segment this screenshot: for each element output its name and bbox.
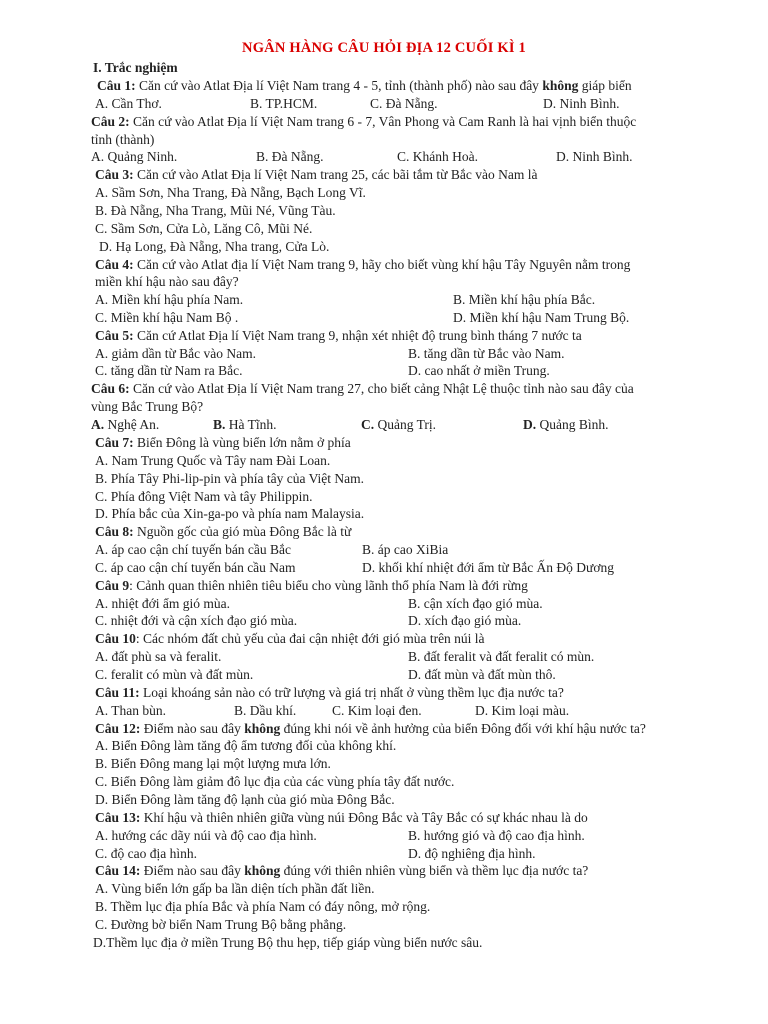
answer-option: D. Ninh Bình. <box>543 96 620 111</box>
question-text: đúng với thiên nhiên vùng biển và thềm lục địa nước ta? <box>280 863 589 878</box>
question-number: Câu 7: <box>95 435 134 450</box>
answer-option: C. Đà Nẵng. <box>370 96 438 111</box>
answer-option: D. Ninh Bình. <box>556 149 633 164</box>
answer-option: D. Miền khí hậu Nam Trung Bộ. <box>453 310 630 325</box>
question-4-options-row-2 <box>0 309 768 327</box>
question-text: Căn cứ vào Atlat Địa lí Việt Nam trang 25, các bãi tắm từ Bắc vào Nam là <box>133 167 538 182</box>
question-3 <box>95 166 537 184</box>
answer-option <box>213 416 277 434</box>
question-5 <box>95 327 582 345</box>
question-14 <box>95 862 588 880</box>
question-2 <box>91 113 636 131</box>
answer-option: C. Kim loại đen. <box>332 703 422 718</box>
question-text: đúng khi nói về ảnh hưởng của biển Đông đối với khí hậu nước ta? <box>280 721 646 736</box>
answer-option: B. cận xích đạo gió mùa. <box>408 596 543 611</box>
option-letter: B. <box>213 417 226 432</box>
answer-option: B. Miền khí hậu phía Bắc. <box>453 292 596 307</box>
answer-option: D. Phía bắc của Xin-ga-po và phía nam Malaysia. <box>95 506 365 521</box>
question-text: Căn cứ vào Atlat Địa lí Việt Nam trang 27, cho biết cảng Nhật Lệ thuộc tỉnh nào sau đây của <box>129 381 634 396</box>
answer-option: B. TP.HCM. <box>250 96 318 111</box>
answer-option: A. Quảng Ninh. <box>91 149 178 164</box>
question-6-continued: vùng Bắc Trung Bộ? <box>91 399 204 414</box>
question-10 <box>95 630 485 648</box>
answer-option: B. tăng dần từ Bắc vào Nam. <box>408 346 565 361</box>
answer-option: B. Đà Nẵng, Nha Trang, Mũi Né, Vũng Tàu. <box>95 203 336 218</box>
answer-option: B. đất feralit và đất feralit có mùn. <box>408 649 595 664</box>
question-text: Căn cứ vào Atlat địa lí Việt Nam trang 9, hãy cho biết vùng khí hậu Tây Nguyên nằm trong <box>133 257 631 272</box>
question-number: Câu 8: <box>95 524 134 539</box>
answer-option: D. xích đạo gió mùa. <box>408 613 522 628</box>
question-text: Khí hậu và thiên nhiên giữa vùng núi Đông Bắc và Tây Bắc có sự khác nhau là do <box>140 810 588 825</box>
answer-option: C. tăng dần từ Nam ra Bắc. <box>95 363 243 378</box>
question-8-options-row-1 <box>0 541 768 559</box>
answer-option: C. Đường bờ biển Nam Trung Bộ bằng phẳng. <box>95 917 347 932</box>
question-8 <box>95 523 351 541</box>
question-8-options-row-2 <box>0 559 768 577</box>
question-number: Câu 6: <box>91 381 130 396</box>
question-text: Căn cứ vào Atlat Địa lí Việt Nam trang 6 - 7, Vân Phong và Cam Ranh là hai vịnh biển thuộc <box>129 114 637 129</box>
question-6-options <box>0 416 768 434</box>
question-number: Câu 12: <box>95 721 141 736</box>
answer-option: B. hướng gió và độ cao địa hình. <box>408 828 585 843</box>
question-number: Câu 4: <box>95 257 134 272</box>
answer-option <box>91 416 159 434</box>
answer-option: C. Phía đông Việt Nam và tây Philippin. <box>95 489 313 504</box>
question-text: Điểm nào sau đây <box>140 721 245 736</box>
question-11 <box>95 684 564 702</box>
answer-option: D.Thềm lục địa ở miền Trung Bộ thu hẹp, tiếp giáp vùng biển nước sâu. <box>93 935 483 950</box>
question-13 <box>95 809 588 827</box>
question-text: Nguồn gốc của gió mùa Đông Bắc là từ <box>133 524 352 539</box>
question-4-continued: miền khí hậu nào sau đây? <box>95 274 239 289</box>
question-number: Câu 3: <box>95 167 134 182</box>
question-text: : Các nhóm đất chủ yếu của đai cận nhiệt đới gió mùa trên núi là <box>135 631 485 646</box>
answer-option: D. Hạ Long, Đà Nẵng, Nha trang, Cửa Lò. <box>99 239 330 254</box>
option-text: Nghệ An. <box>104 417 160 432</box>
option-letter: A. <box>91 417 105 432</box>
question-13-options-row-1 <box>0 827 768 845</box>
option-text: Quảng Bình. <box>536 417 609 432</box>
question-text: : Cảnh quan thiên nhiên tiêu biểu cho vùng lãnh thổ phía Nam là đới rừng <box>129 578 528 593</box>
question-9-options-row-2 <box>0 612 768 630</box>
question-text: Căn cứ Atlat Địa lí Việt Nam trang 9, nhận xét nhiệt độ trung bình tháng 7 nước ta <box>133 328 582 343</box>
answer-option: C. áp cao cận chí tuyến bán cầu Nam <box>95 560 296 575</box>
answer-option <box>523 416 609 434</box>
answer-option: A. Than bùn. <box>95 703 166 718</box>
question-text: Điểm nào sau đây <box>140 863 245 878</box>
answer-option: D. khối khí nhiệt đới ẩm từ Bắc Ấn Độ Dương <box>362 560 615 575</box>
answer-option: C. feralit có mùn và đất mùn. <box>95 667 254 682</box>
answer-option: A. Biển Đông làm tăng độ ẩm tương đối của không khí. <box>95 738 397 753</box>
question-11-options <box>0 702 768 720</box>
question-4-options-row-1 <box>0 291 768 309</box>
question-9-options-row-1 <box>0 595 768 613</box>
emphasis-text: không <box>244 721 281 736</box>
answer-option: C. Miền khí hậu Nam Bộ . <box>95 310 239 325</box>
question-number: Câu 10 <box>95 631 136 646</box>
question-text: giáp biển <box>578 78 632 93</box>
answer-option: A. giảm dần từ Bắc vào Nam. <box>95 346 257 361</box>
question-2-options <box>0 148 768 166</box>
answer-option: B. Dầu khí. <box>234 703 297 718</box>
question-4 <box>95 256 630 274</box>
question-12 <box>95 720 646 738</box>
question-10-options-row-1 <box>0 648 768 666</box>
question-number: Câu 11: <box>95 685 140 700</box>
answer-option: C. Sầm Sơn, Cửa Lò, Lăng Cô, Mũi Né. <box>95 221 313 236</box>
question-2-continued: tỉnh (thành) <box>91 132 155 147</box>
answer-option: B. Đà Nẵng. <box>256 149 324 164</box>
answer-option <box>361 416 436 434</box>
option-text: Quảng Trị. <box>374 417 437 432</box>
question-1 <box>97 77 632 95</box>
question-text: Biển Đông là vùng biển lớn nằm ở phía <box>133 435 351 450</box>
answer-option: A. Nam Trung Quốc và Tây nam Đài Loan. <box>95 453 331 468</box>
question-number: Câu 5: <box>95 328 134 343</box>
answer-option: D. Biển Đông làm tăng độ lạnh của gió mùa Đông Bắc. <box>95 792 395 807</box>
question-9 <box>95 577 528 595</box>
question-number: Câu 2: <box>91 114 130 129</box>
question-13-options-row-2 <box>0 845 768 863</box>
option-text: Hà Tĩnh. <box>225 417 277 432</box>
answer-option: B. Phía Tây Phi-lip-pin và phía tây của Việt Nam. <box>95 471 365 486</box>
answer-option: A. hướng các dãy núi và độ cao địa hình. <box>95 828 317 843</box>
question-5-options-row-1 <box>0 345 768 363</box>
answer-option: D. đất mùn và đất mùn thô. <box>408 667 556 682</box>
page-title: NGÂN HÀNG CÂU HỎI ĐỊA 12 CUỐI KÌ 1 <box>242 40 526 56</box>
answer-option: C. Biển Đông làm giảm đô lục địa của các vùng phía tây đất nước. <box>95 774 455 789</box>
answer-option: B. áp cao XiBia <box>362 542 449 557</box>
question-6 <box>91 380 634 398</box>
answer-option: D. Kim loại màu. <box>475 703 570 718</box>
answer-option: D. cao nhất ở miền Trung. <box>408 363 550 378</box>
answer-option: A. Cần Thơ. <box>95 96 162 111</box>
question-text: Căn cứ vào Atlat Địa lí Việt Nam trang 4 - 5, tỉnh (thành phố) nào sau đây <box>135 78 543 93</box>
question-5-options-row-2 <box>0 362 768 380</box>
answer-option: A. đất phù sa và feralit. <box>95 649 222 664</box>
question-number: Câu 1: <box>97 78 136 93</box>
answer-option: D. độ nghiêng địa hình. <box>408 846 536 861</box>
answer-option: C. Khánh Hoà. <box>397 149 478 164</box>
question-10-options-row-2 <box>0 666 768 684</box>
answer-option: A. Sầm Sơn, Nha Trang, Đà Nẵng, Bạch Long Vĩ. <box>95 185 366 200</box>
answer-option: C. nhiệt đới và cận xích đạo gió mùa. <box>95 613 298 628</box>
section-heading: I. Trắc nghiệm <box>93 60 178 75</box>
answer-option: B. Biển Đông mang lại một lượng mưa lớn. <box>95 756 331 771</box>
emphasis-text: không <box>542 78 579 93</box>
answer-option: C. độ cao địa hình. <box>95 846 197 861</box>
question-number: Câu 9 <box>95 578 130 593</box>
answer-option: A. Miền khí hậu phía Nam. <box>95 292 244 307</box>
answer-option: A. nhiệt đới ẩm gió mùa. <box>95 596 230 611</box>
question-text: Loại khoáng sản nào có trữ lượng và giá trị nhất ở vùng thềm lục địa nước ta? <box>139 685 564 700</box>
question-1-options <box>0 95 768 113</box>
option-letter: C. <box>361 417 375 432</box>
emphasis-text: không <box>244 863 281 878</box>
question-number: Câu 13: <box>95 810 141 825</box>
answer-option: A. áp cao cận chí tuyến bán cầu Bắc <box>95 542 292 557</box>
option-letter: D. <box>523 417 537 432</box>
answer-option: A. Vùng biển lớn gấp ba lần diện tích phần đất liền. <box>95 881 375 896</box>
answer-option: B. Thềm lục địa phía Bắc và phía Nam có đáy nông, mở rộng. <box>95 899 431 914</box>
question-number: Câu 14: <box>95 863 141 878</box>
question-7 <box>95 434 351 452</box>
